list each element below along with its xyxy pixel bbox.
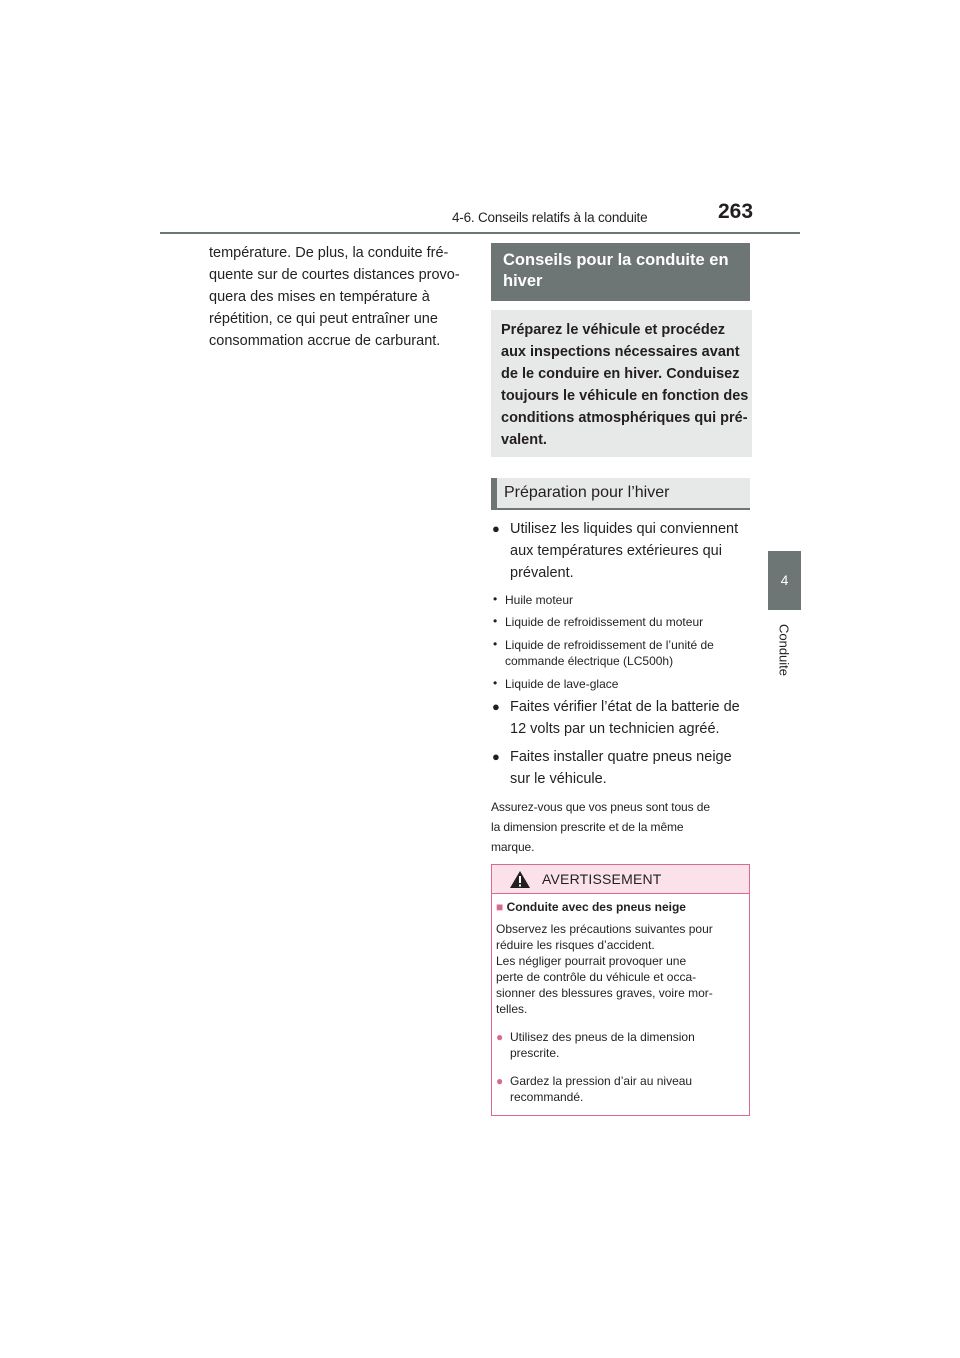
text-line: température. De plus, la conduite fré-	[209, 245, 449, 261]
text-line: répétition, ce qui peut entraîner une	[209, 311, 438, 327]
list-bullet: •	[493, 637, 498, 651]
bullet-icon: ●	[496, 1074, 504, 1088]
chapter-label	[774, 620, 794, 680]
warning-line: Les négliger pourrait provoquer une	[496, 954, 687, 968]
warning-item-line: Utilisez des pneus de la dimension	[510, 1030, 695, 1044]
warning-text	[496, 921, 713, 1017]
list-item-text: commande électrique (LC500h)	[505, 654, 674, 668]
topic-title-line: Conseils pour la conduite en	[503, 251, 729, 269]
section-title: 4-6. Conseils relatifs à la conduite	[452, 210, 648, 225]
warning-title: AVERTISSEMENT	[542, 871, 662, 887]
topic-title-line: hiver	[503, 272, 543, 290]
list-bullet: •	[493, 614, 498, 628]
subheading: Préparation pour l’hiver	[491, 478, 750, 510]
bullet-line: Faites installer quatre pneus neige	[510, 749, 732, 765]
warning-item-line: prescrite.	[510, 1046, 560, 1060]
list-item-text: Liquide de refroidissement du moteur	[505, 615, 704, 629]
bullet-line: prévalent.	[510, 565, 574, 581]
intro-line: aux inspections nécessaires avant	[501, 344, 740, 360]
warning-item-line: Gardez la pression d’air au niveau	[510, 1074, 693, 1088]
warning-line: sionner des blessures graves, voire mor-	[496, 986, 713, 1000]
bullet-line: sur le véhicule.	[510, 771, 607, 787]
warning-subheading-text: Conduite avec des pneus neige	[506, 900, 686, 914]
bullet-icon: ●	[492, 699, 500, 714]
bullet-line: 12 volts par un technicien agréé.	[510, 721, 720, 737]
warning-line: Observez les précautions suivantes pour	[496, 922, 713, 936]
list-item-text: Liquide de refroidissement de l’unité de	[505, 638, 714, 652]
warning-header	[492, 865, 749, 894]
text-line: consommation accrue de carburant.	[209, 333, 441, 349]
warning-item-line: recommandé.	[510, 1090, 584, 1104]
bullet-icon: ●	[496, 1030, 504, 1044]
list-bullet: •	[493, 676, 498, 690]
topic-title	[491, 243, 750, 301]
chapter-label-text: Conduite	[776, 623, 792, 677]
intro-line: de le conduire en hiver. Conduisez	[501, 366, 740, 382]
continued-paragraph	[209, 242, 469, 352]
intro-line: valent.	[501, 432, 547, 448]
warning-line: perte de contrôle du véhicule et occa-	[496, 970, 697, 984]
tire-note	[491, 797, 710, 857]
list-bullet: •	[493, 592, 498, 606]
warning-icon	[509, 870, 531, 889]
header-divider	[160, 232, 800, 234]
bullet-line: Utilisez les liquides qui conviennent	[510, 521, 739, 537]
bullet-icon: ●	[492, 749, 500, 764]
note-line: la dimension prescrite et de la même	[491, 820, 684, 834]
list-item-text: Liquide de lave-glace	[505, 677, 619, 691]
intro-line: Préparez le véhicule et procédez	[501, 322, 726, 338]
warning-subheading	[496, 899, 686, 915]
note-line: Assurez-vous que vos pneus sont tous de	[491, 800, 710, 814]
page-number: 263	[718, 200, 754, 223]
intro-line: toujours le véhicule en fonction des	[501, 388, 749, 404]
bullet-line: aux températures extérieures qui	[510, 543, 722, 559]
warning-box	[491, 864, 750, 1116]
text-line: quera des mises en température à	[209, 289, 430, 305]
square-icon: ■	[496, 900, 504, 914]
text-line: quente sur de courtes distances provo-	[209, 267, 460, 283]
intro-summary	[491, 310, 752, 457]
list-item-text: Huile moteur	[505, 593, 574, 607]
warning-line: telles.	[496, 1002, 528, 1016]
warning-line: réduire les risques d’accident.	[496, 938, 655, 952]
bullet-icon: ●	[492, 521, 500, 536]
bullet-line: Faites vérifier l’état de la batterie de	[510, 699, 740, 715]
intro-line: conditions atmosphériques qui pré-	[501, 410, 748, 426]
chapter-tab[interactable]: 4	[768, 551, 801, 610]
left-column	[209, 242, 469, 352]
note-line: marque.	[491, 840, 535, 854]
